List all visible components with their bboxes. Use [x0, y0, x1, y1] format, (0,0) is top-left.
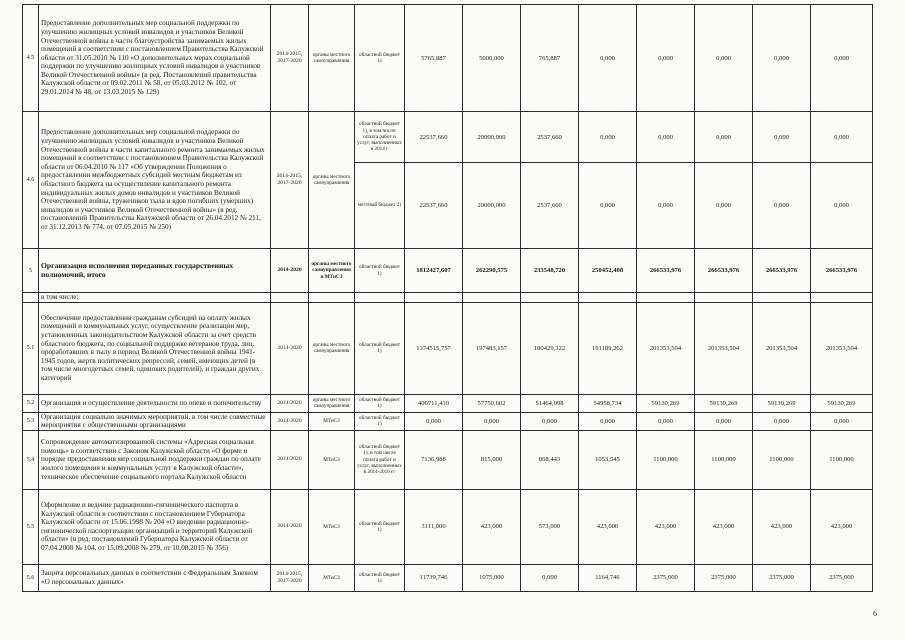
value-2018: [695, 293, 753, 303]
row-number: 5.6: [23, 564, 39, 591]
measure-name: Организация исполнения переданных государственных полномочий, итого: [39, 249, 271, 293]
measure-name: Сопровождение автоматизированной системы «Адресная социальная помощь» в соответствии с Законом Калужской области «О форме и порядке предоставления мер социальной поддержки граждан по оплате жилого помещения и коммунальных услуг в Калужской области», техническое обеспечение социального портала Калужской области: [39, 430, 271, 489]
value-2015: 233548,720: [521, 249, 579, 293]
table-row-5-2: [23, 394, 873, 412]
value-2014: 815,000: [463, 430, 521, 489]
value-2020: 0,000: [811, 163, 873, 249]
executor-cell: МТиСЗ: [309, 489, 355, 564]
source-cell: [355, 293, 405, 303]
value-2019: 2375,000: [753, 564, 811, 591]
value-2017: [637, 293, 695, 303]
source-cell: областной бюджет 1): [355, 302, 405, 394]
value-2019: 0,000: [753, 5, 811, 112]
value-2019: [753, 293, 811, 303]
value-2018: 1100,000: [695, 430, 753, 489]
value-2018: 2375,000: [695, 564, 753, 591]
table-row-4-5: [23, 5, 873, 112]
value-2014: 57750,602: [463, 394, 521, 412]
source-cell: областной бюджет 1): [355, 412, 405, 430]
row-number: [23, 293, 39, 303]
page-number: 6: [873, 609, 877, 618]
value-2015: 2537,660: [521, 112, 579, 163]
value-total: 5765,887: [405, 5, 463, 112]
value-2017: 59139,269: [637, 394, 695, 412]
value-2018: 0,000: [695, 112, 753, 163]
value-2017: 2375,000: [637, 564, 695, 591]
row-number: 4.6: [23, 112, 39, 249]
value-2020: 0,000: [811, 5, 873, 112]
row-number: 5.5: [23, 489, 39, 564]
value-2016: 1164,746: [579, 564, 637, 591]
executor-cell: органы местного самоуправления: [309, 302, 355, 394]
value-total: 22537,660: [405, 112, 463, 163]
table-row-5-1: [23, 302, 873, 394]
value-2016: 423,000: [579, 489, 637, 564]
value-2017: 423,000: [637, 489, 695, 564]
value-2017: 0,000: [637, 412, 695, 430]
executor-cell: МТиСЗ: [309, 430, 355, 489]
value-2018: 0,000: [695, 412, 753, 430]
measure-name: Предоставление дополнительных мер социальной поддержки по улучшению жилищных условий инвалидов и участников Великой Отечественной войны в части благоустройства занимаемых жилых помещений в соответствии с постановлением Правительства Калужской области от 31.05.2010 № 110 «О дополнительных мерах социальной поддержки по улучшению жилищных условий инвалидов и участников Великой Отечественной войны» (в ред. Постановлений правительства Калужской области от 09.02.2011 № 58, от 05.03.2012 № 102, от 29.01.2014 № 48, от 13.03.2015 № 129): [39, 5, 271, 112]
value-2014: 262290,575: [463, 249, 521, 293]
value-total: 1374515,757: [405, 302, 463, 394]
value-2014: 20000,000: [463, 163, 521, 249]
value-2017: 0,000: [637, 112, 695, 163]
executor-cell: органы местного самоуправления и МТиСЗ: [309, 249, 355, 293]
value-2018: 0,000: [695, 163, 753, 249]
value-2015: [521, 293, 579, 303]
source-cell: областной бюджет 1), в том числе: оплата работ и услуг, выполненных в 2014 г: [355, 112, 405, 163]
value-2015: 868,443: [521, 430, 579, 489]
years-cell: 2014-2020: [271, 302, 309, 394]
source-cell: областной бюджет 1): [355, 5, 405, 112]
value-2018: 266533,976: [695, 249, 753, 293]
value-2020: 59139,269: [811, 394, 873, 412]
value-2020: 266533,976: [811, 249, 873, 293]
value-2020: 2375,000: [811, 564, 873, 591]
value-2016: 0,000: [579, 112, 637, 163]
value-total: 11739,746: [405, 564, 463, 591]
row-number: 5: [23, 249, 39, 293]
value-2014: [463, 293, 521, 303]
value-2019: 1100,000: [753, 430, 811, 489]
table-row-5-3: [23, 412, 873, 430]
years-cell: 2014-2015, 2017-2020: [271, 112, 309, 249]
value-2017: 201353,504: [637, 302, 695, 394]
value-2016: 0,000: [579, 412, 637, 430]
budget-table: [22, 4, 873, 592]
value-2016: 250452,408: [579, 249, 637, 293]
value-2017: 1100,000: [637, 430, 695, 489]
source-cell: местный бюджет 2): [355, 163, 405, 249]
value-2019: 0,000: [753, 412, 811, 430]
row-number: 5.1: [23, 302, 39, 394]
measure-name: Оформление и ведение радиационно-гигиенического паспорта в Калужской области в соответствии с постановлением Губернатора Калужской области от 15.06.1998 № 204 «О введении радиационно-гигиенической паспортизации организаций и территорий Калужской области» (в ред. постановлений Губернатора Калужской области от 07.04.2008 № 104, от 15.09.2008 № 279, от 10.08.2015 № 356): [39, 489, 271, 564]
value-2015: 0,000: [521, 412, 579, 430]
value-total: 22537,660: [405, 163, 463, 249]
value-2019: 423,000: [753, 489, 811, 564]
value-total: 7136,988: [405, 430, 463, 489]
value-2020: 423,000: [811, 489, 873, 564]
years-cell: 2014-2020: [271, 249, 309, 293]
value-2015: 180429,322: [521, 302, 579, 394]
source-cell: областной бюджет 1): [355, 394, 405, 412]
value-2019: 0,000: [753, 112, 811, 163]
table-row-5-4: [23, 430, 873, 489]
row-number: 5.2: [23, 394, 39, 412]
row-number: 5.3: [23, 412, 39, 430]
value-2014: 5000,000: [463, 5, 521, 112]
value-2014: 423,000: [463, 489, 521, 564]
value-2019: 266533,976: [753, 249, 811, 293]
measure-name: Предоставление дополнительных мер социальной поддержки по улучшению жилищных условий инвалидов и участников Великой Отечественной войны в части капитального ремонта занимаемых жилых помещений в соответствии с постановлением Правительства Калужской области от 06.04.2010 № 117 «Об утверждении Положения о предоставлении межбюджетных субсидий местным бюджетам из областного бюджета на осуществление капитального ремонта индивидуальных жилых домов инвалидов и участников Великой Отечественной войны, тружеников тыла и вдов погибших (умерших) инвалидов и участников Великой Отечественной войны» (в ред. постановлений Правительства Калужской области от 26.04.2012 № 211, от 31.12.2013 № 774, от 07.05.2015 № 250): [39, 112, 271, 249]
value-2019: 59139,269: [753, 394, 811, 412]
value-2014: 20000,000: [463, 112, 521, 163]
source-cell: областной бюджет 1): [355, 564, 405, 591]
executor-cell: МТиСЗ: [309, 412, 355, 430]
value-2017: 0,000: [637, 163, 695, 249]
value-2015: 0,000: [521, 564, 579, 591]
value-2016: 54958,734: [579, 394, 637, 412]
value-2015: 2537,660: [521, 163, 579, 249]
measure-name: Организация социально значимых мероприятий, в том числе совместные мероприятия с общественными организациями: [39, 412, 271, 430]
value-2016: 0,000: [579, 163, 637, 249]
executor-cell: органы местного самоуправления: [309, 394, 355, 412]
value-2020: [811, 293, 873, 303]
value-2016: 0,000: [579, 5, 637, 112]
years-cell: 2014-2020: [271, 489, 309, 564]
measure-name: Обеспечение предоставления гражданам субсидий на оплату жилых помещений и коммунальных услуг, осуществление реализации мер, установленных законодательством Калужской области за счет средств областного бюджета, по социальной поддержке ветеранов труда, лиц, проработавших в тылу в период Великой Отечественной войны 1941-1945 годов, жертв политических репрессий, семей, имеющих детей (в том числе многодетных семей, одиноких родителей), и граждан других категорий: [39, 302, 271, 394]
years-cell: [271, 293, 309, 303]
years-cell: 2014-2015, 2017-2020: [271, 564, 309, 591]
value-2016: 1053,545: [579, 430, 637, 489]
value-2018: 201353,504: [695, 302, 753, 394]
value-2019: 201353,504: [753, 302, 811, 394]
row-number: 5.4: [23, 430, 39, 489]
value-2020: 0,000: [811, 412, 873, 430]
measure-name: в том числе:: [39, 293, 271, 303]
executor-cell: органы местного самоуправления: [309, 5, 355, 112]
executor-cell: МТиСЗ: [309, 564, 355, 591]
years-cell: 2014-2020: [271, 430, 309, 489]
measure-name: Защита персональных данных в соответствии с Федеральным Законом «О персональных данных»: [39, 564, 271, 591]
value-total: 3111,000: [405, 489, 463, 564]
value-2017: 266533,976: [637, 249, 695, 293]
value-2015: 573,000: [521, 489, 579, 564]
value-2014: 0,000: [463, 412, 521, 430]
value-total: 0,000: [405, 412, 463, 430]
budget-table-body: [23, 5, 873, 592]
value-2020: 0,000: [811, 112, 873, 163]
value-2019: 0,000: [753, 163, 811, 249]
years-cell: 2014-2015, 2017-2020: [271, 5, 309, 112]
executor-cell: органы местного самоуправления: [309, 112, 355, 249]
value-2016: 191189,262: [579, 302, 637, 394]
value-total: 1812427,607: [405, 249, 463, 293]
table-row-5: [23, 249, 873, 293]
table-row-5-5: [23, 489, 873, 564]
value-2015: 51464,998: [521, 394, 579, 412]
table-row-5-6: [23, 564, 873, 591]
table-row-4-6: [23, 112, 873, 163]
years-cell: 2014-2020: [271, 412, 309, 430]
source-cell: областной бюджет 1): [355, 489, 405, 564]
value-2020: 201353,504: [811, 302, 873, 394]
executor-cell: [309, 293, 355, 303]
table-row-subheading: [23, 293, 873, 303]
years-cell: 2014-2020: [271, 394, 309, 412]
measure-name: Организация и осуществление деятельности по опеке и попечительству: [39, 394, 271, 412]
value-2020: 1100,000: [811, 430, 873, 489]
value-2014: 197483,157: [463, 302, 521, 394]
value-total: 400711,410: [405, 394, 463, 412]
source-cell: областной бюджет 1): [355, 249, 405, 293]
value-2015: 765,887: [521, 5, 579, 112]
source-cell: областной бюджет 1), в том числе оплата работ и услуг, выполненных в 2014-2016 гг: [355, 430, 405, 489]
row-number: 4.5: [23, 5, 39, 112]
value-2014: 1075,000: [463, 564, 521, 591]
value-2016: [579, 293, 637, 303]
value-2018: 59139,269: [695, 394, 753, 412]
value-2018: 423,000: [695, 489, 753, 564]
value-2018: 0,000: [695, 5, 753, 112]
value-total: [405, 293, 463, 303]
value-2017: 0,000: [637, 5, 695, 112]
